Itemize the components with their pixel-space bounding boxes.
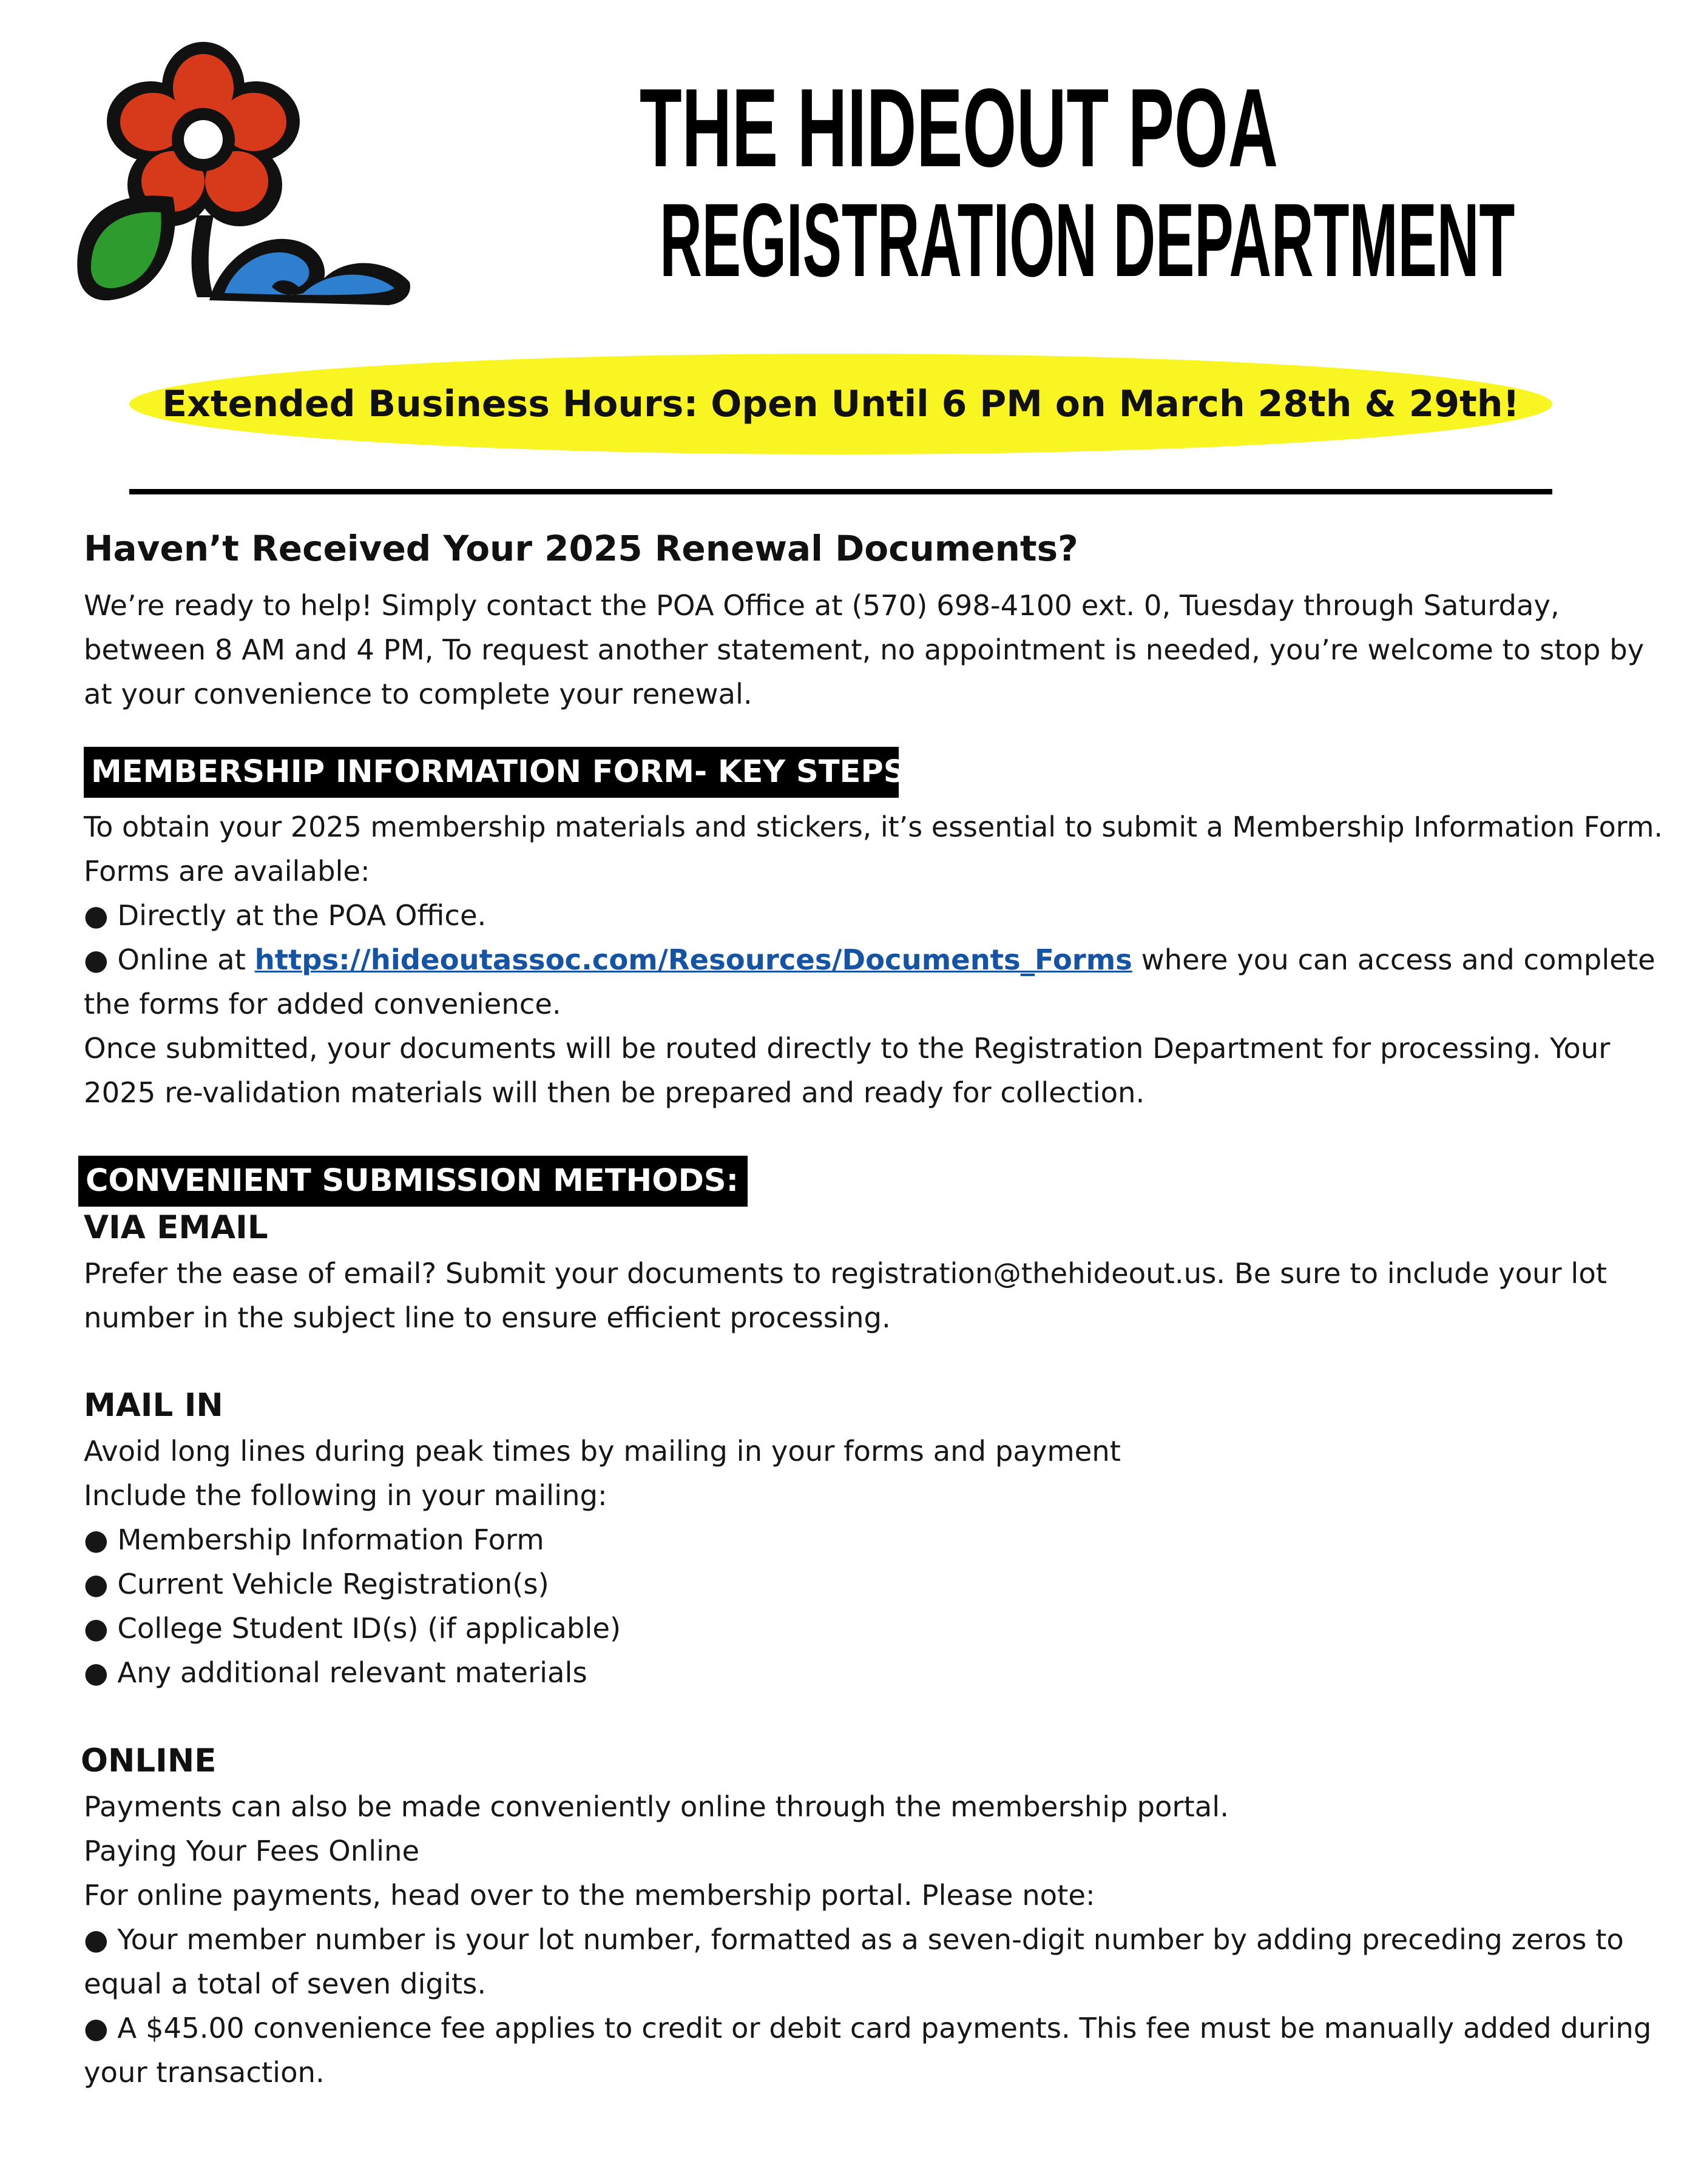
email-heading: VIA EMAIL	[84, 1209, 268, 1246]
mail-line-1: Avoid long lines during peak times by mailing in your forms and payment	[84, 1435, 1121, 1468]
leaf-icon	[77, 196, 175, 301]
page-title-line-2: REGISTRATION DEPARTMENT	[660, 182, 1515, 298]
renewal-line-2: between 8 AM and 4 PM, To request another statement, no appointment is needed, you’re welcome to stop by	[84, 633, 1645, 666]
membership-line-3: the forms for added convenience.	[84, 988, 561, 1020]
online-bullet-member-number: ● Your member number is your lot number, formatted as a seven-digit number by adding preceding zeros to	[84, 1923, 1624, 1956]
membership-line-2: Forms are available:	[84, 855, 370, 888]
membership-line-5: 2025 re-validation materials will then be prepared and ready for collection.	[84, 1076, 1145, 1109]
membership-bullet-office: ● Directly at the POA Office.	[84, 899, 487, 932]
membership-line-1: To obtain your 2025 membership materials and stickers, it’s essential to submit a Membership Information Form.	[84, 811, 1663, 843]
mail-bullet: ● Membership Information Form	[84, 1523, 544, 1556]
membership-heading: MEMBERSHIP INFORMATION FORM- KEY STEPS:	[84, 747, 899, 798]
documents-forms-link[interactable]: https://hideoutassoc.com/Resources/Documents_Forms	[254, 943, 1132, 976]
submission-heading: CONVENIENT SUBMISSION METHODS:	[78, 1156, 748, 1207]
mail-bullet: ● Any additional relevant materials	[84, 1656, 587, 1689]
membership-bullet-online-suffix: where you can access and complete	[1141, 943, 1655, 976]
mail-bullet: ● College Student ID(s) (if applicable)	[84, 1612, 621, 1645]
renewal-line-1: We’re ready to help! Simply contact the POA Office at (570) 698-4100 ext. 0, Tuesday through Saturday,	[84, 589, 1560, 622]
online-bullet-fee: ● A $45.00 convenience fee applies to credit or debit card payments. This fee must be manually added during	[84, 2012, 1652, 2044]
divider	[129, 489, 1552, 494]
hideout-logo	[73, 39, 413, 306]
online-line-5: equal a total of seven digits.	[84, 1967, 487, 2000]
online-heading: ONLINE	[81, 1742, 217, 1779]
wave-icon	[209, 239, 410, 305]
mail-heading: MAIL IN	[84, 1387, 223, 1424]
online-line-1: Payments can also be made conveniently online through the membership portal.	[84, 1790, 1229, 1823]
renewal-heading: Haven’t Received Your 2025 Renewal Documents?	[84, 528, 1078, 569]
hours-banner	[129, 354, 1552, 454]
email-line-2: number in the subject line to ensure efficient processing.	[84, 1301, 891, 1334]
mail-bullet: ● Current Vehicle Registration(s)	[84, 1568, 549, 1600]
membership-bullet-online-prefix: ● Online at	[84, 943, 246, 976]
online-line-7: your transaction.	[84, 2056, 325, 2089]
page-title-line-1: THE HIDEOUT POA	[639, 65, 1279, 190]
online-line-2: Paying Your Fees Online	[84, 1835, 420, 1867]
membership-bullet-online	[84, 938, 1655, 982]
online-line-3: For online payments, head over to the membership portal. Please note:	[84, 1879, 1095, 1912]
mail-line-2: Include the following in your mailing:	[84, 1479, 607, 1512]
email-line-1: Prefer the ease of email? Submit your documents to registration@thehideout.us. Be sure to include your lot	[84, 1257, 1608, 1290]
renewal-line-3: at your convenience to complete your renewal.	[84, 678, 752, 710]
membership-line-4: Once submitted, your documents will be routed directly to the Registration Department for processing. Your	[84, 1032, 1611, 1065]
hours-banner-text: Extended Business Hours: Open Until 6 PM on March 28th & 29th!	[162, 383, 1520, 425]
